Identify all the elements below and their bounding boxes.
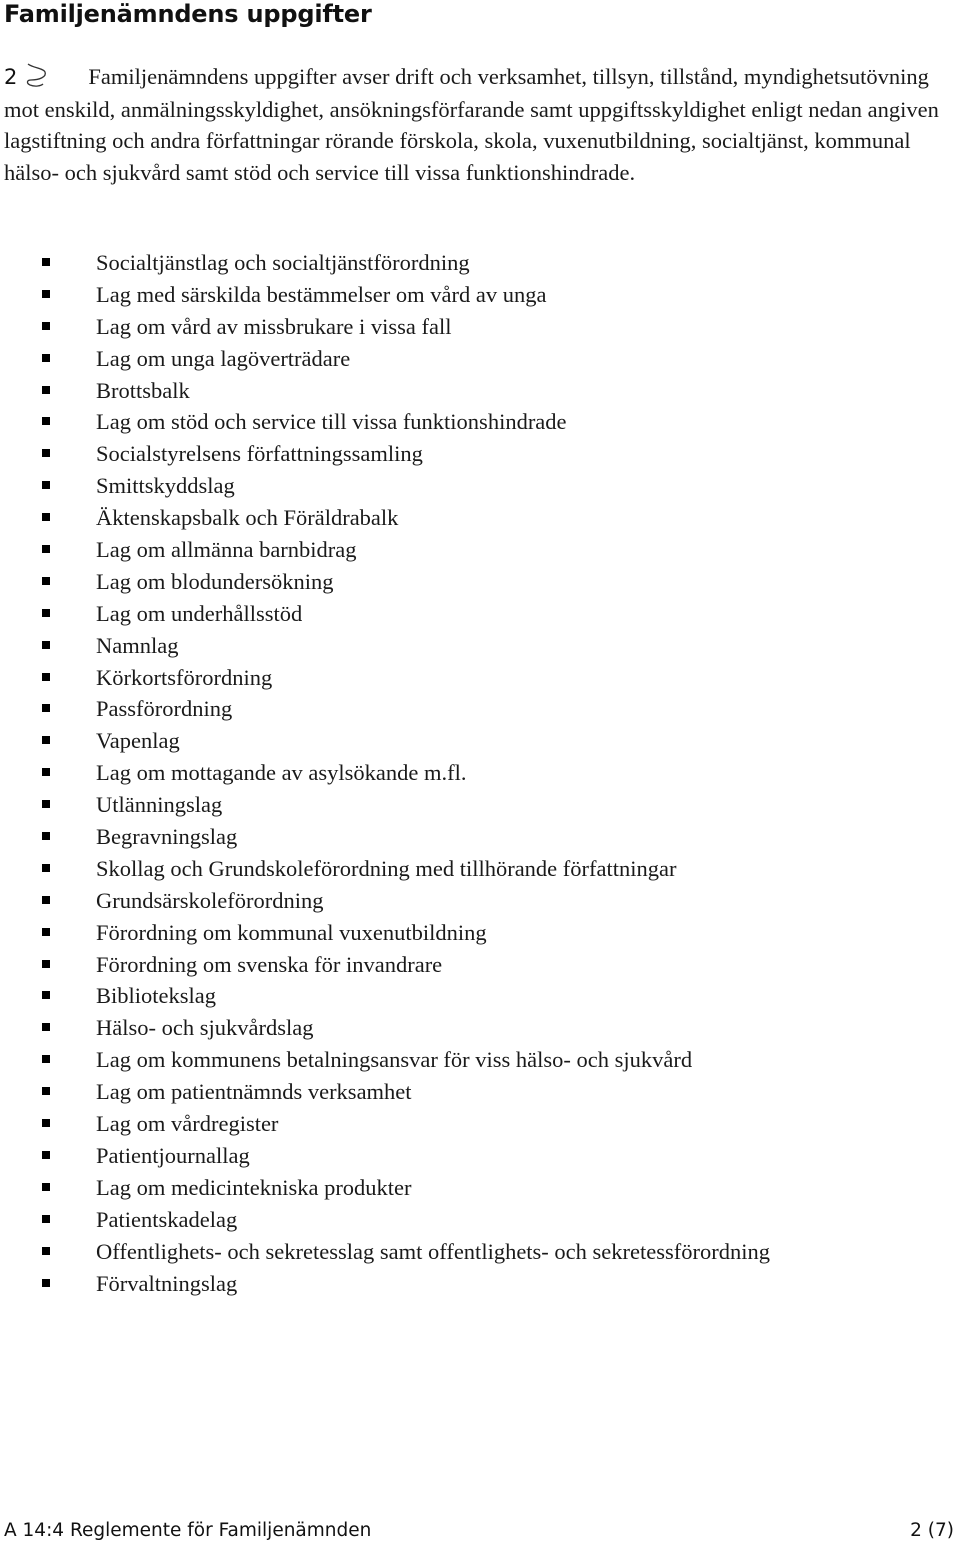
law-list-item — [0, 821, 770, 853]
law-name: Körkortsförordning — [96, 664, 273, 690]
law-name: Lag om kommunens betalningsansvar för viss hälso- och sjukvård — [96, 1047, 693, 1073]
square-bullet-icon — [42, 1151, 50, 1159]
law-list-item — [0, 502, 770, 534]
law-list-item — [0, 630, 770, 662]
law-list-item — [0, 598, 770, 630]
law-name: Brottsbalk — [96, 377, 190, 403]
law-name: Patientjournallag — [96, 1142, 250, 1168]
square-bullet-icon — [42, 1087, 50, 1095]
law-list-item — [0, 1268, 770, 1300]
square-bullet-icon — [42, 609, 50, 617]
law-list-item — [0, 1044, 770, 1076]
law-name: Lag om patientnämnds verksamhet — [96, 1079, 412, 1105]
law-list-item — [0, 406, 770, 438]
law-name: Namnlag — [96, 632, 179, 658]
square-bullet-icon — [42, 354, 50, 362]
square-bullet-icon — [42, 832, 50, 840]
law-name: Lag om unga lagöverträdare — [96, 345, 351, 371]
square-bullet-icon — [42, 386, 50, 394]
square-bullet-icon — [42, 258, 50, 266]
law-name: Förvaltningslag — [96, 1270, 238, 1296]
square-bullet-icon — [42, 1247, 50, 1255]
law-name: Lag om mottagande av asylsökande m.fl. — [96, 760, 467, 786]
square-bullet-icon — [42, 577, 50, 585]
law-list-item — [0, 247, 770, 279]
square-bullet-icon — [42, 417, 50, 425]
law-name: Lag om blodundersökning — [96, 568, 334, 594]
law-name: Smittskyddslag — [96, 473, 235, 499]
law-list-item — [0, 789, 770, 821]
law-list-item — [0, 980, 770, 1012]
law-name: Offentlighets- och sekretesslag samt offentlighets- och sekretessförordning — [96, 1238, 770, 1264]
law-name: Lag om underhållsstöd — [96, 600, 303, 626]
footer-document-title: A 14:4 Reglemente för Familjenämnden — [4, 1520, 372, 1541]
law-list-item — [0, 949, 770, 981]
law-list-item — [0, 917, 770, 949]
law-name: Lag om vårdregister — [96, 1111, 279, 1137]
law-list-item — [0, 534, 770, 566]
square-bullet-icon — [42, 1215, 50, 1223]
law-name: Begravningslag — [96, 824, 238, 850]
law-list-item — [0, 693, 770, 725]
square-bullet-icon — [42, 800, 50, 808]
law-list-item — [0, 662, 770, 694]
square-bullet-icon — [42, 673, 50, 681]
law-name: Hälso- och sjukvårdslag — [96, 1015, 314, 1041]
square-bullet-icon — [42, 1183, 50, 1191]
square-bullet-icon — [42, 896, 50, 904]
law-name: Socialstyrelsens författningssamling — [96, 441, 423, 467]
law-name: Äktenskapsbalk och Föräldrabalk — [96, 505, 399, 531]
square-bullet-icon — [42, 864, 50, 872]
law-list-item — [0, 279, 770, 311]
law-list-item — [0, 470, 770, 502]
law-list-item — [0, 1012, 770, 1044]
square-bullet-icon — [42, 1279, 50, 1287]
square-bullet-icon — [42, 641, 50, 649]
law-list-item — [0, 1140, 770, 1172]
law-list-item — [0, 375, 770, 407]
law-name: Lag om vård av missbrukare i vissa fall — [96, 313, 452, 339]
square-bullet-icon — [42, 768, 50, 776]
law-list-item — [0, 1172, 770, 1204]
law-list-item — [0, 1076, 770, 1108]
law-list-item — [0, 1204, 770, 1236]
section-sign-icon — [21, 62, 51, 88]
law-name: Passförordning — [96, 696, 233, 722]
law-list-item — [0, 343, 770, 375]
square-bullet-icon — [42, 513, 50, 521]
square-bullet-icon — [42, 1055, 50, 1063]
square-bullet-icon — [42, 704, 50, 712]
square-bullet-icon — [42, 290, 50, 298]
law-name: Skollag och Grundskoleförordning med tillhörande författningar — [96, 855, 677, 881]
law-name: Utlänningslag — [96, 792, 223, 818]
law-name: Förordning om svenska för invandrare — [96, 951, 443, 977]
law-list-item — [0, 1108, 770, 1140]
law-name: Lag om stöd och service till vissa funktionshindrade — [96, 409, 567, 435]
paragraph-text: Familjenämndens uppgifter avser drift och verksamhet, tillsyn, tillstånd, myndighetsutövning mot enskild, anmälningsskyldighet, ansökningsförfarande samt uppgiftsskyldighet enligt nedan angiven lagstiftning och andra författningar rörande förskola, skola, vuxenutbildning, socialtjänst, kommunal hälso- och sjukvård samt stöd och service till vissa funktionshindrade. — [4, 64, 939, 185]
square-bullet-icon — [42, 928, 50, 936]
page-heading: Familjenämndens uppgifter — [4, 0, 372, 28]
law-list-item — [0, 757, 770, 789]
square-bullet-icon — [42, 1119, 50, 1127]
square-bullet-icon — [42, 960, 50, 968]
square-bullet-icon — [42, 736, 50, 744]
square-bullet-icon — [42, 1023, 50, 1031]
law-name: Bibliotekslag — [96, 983, 216, 1009]
law-name: Lag om medicintekniska produkter — [96, 1174, 412, 1200]
square-bullet-icon — [42, 322, 50, 330]
law-name: Lag med särskilda bestämmelser om vård av unga — [96, 281, 547, 307]
paragraph-2 — [4, 61, 949, 188]
law-list-item — [0, 1236, 770, 1268]
square-bullet-icon — [42, 991, 50, 999]
square-bullet-icon — [42, 545, 50, 553]
law-name: Socialtjänstlag och socialtjänstförordning — [96, 250, 470, 275]
law-name: Förordning om kommunal vuxenutbildning — [96, 919, 487, 945]
law-list-item — [0, 885, 770, 917]
law-name: Lag om allmänna barnbidrag — [96, 537, 357, 563]
law-list-item — [0, 725, 770, 757]
law-list-item — [0, 311, 770, 343]
law-name: Grundsärskoleförordning — [96, 887, 324, 913]
law-list-item — [0, 438, 770, 470]
law-name: Patientskadelag — [96, 1206, 238, 1232]
square-bullet-icon — [42, 481, 50, 489]
paragraph-number: 2 — [4, 65, 18, 89]
law-name: Vapenlag — [96, 728, 180, 754]
footer-page-number: 2 (7) — [910, 1520, 954, 1541]
law-list-item — [0, 566, 770, 598]
law-list-item — [0, 853, 770, 885]
law-list — [0, 247, 770, 1299]
square-bullet-icon — [42, 449, 50, 457]
